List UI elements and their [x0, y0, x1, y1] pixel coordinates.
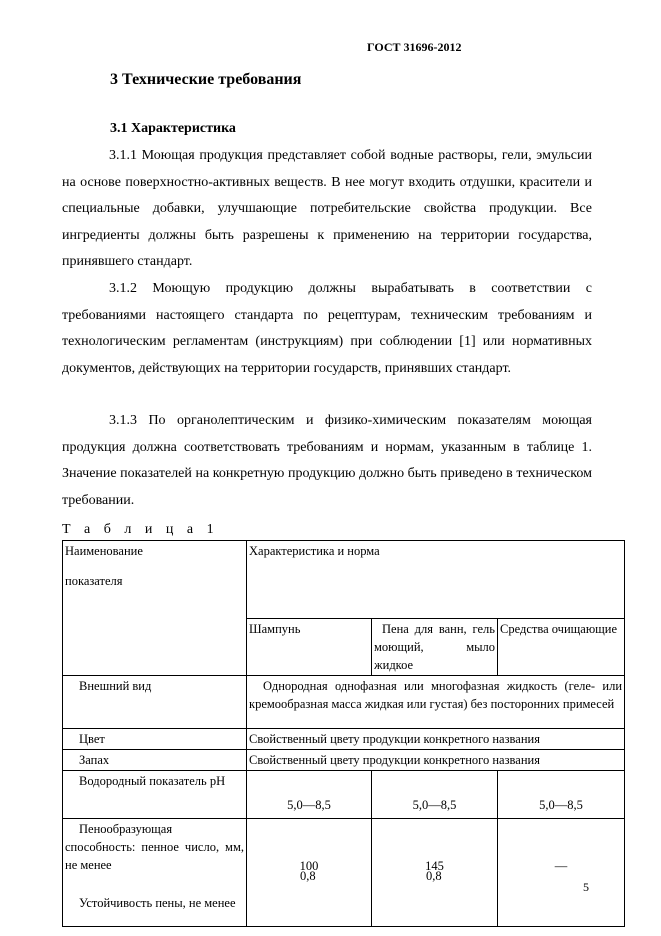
- document-header: ГОСТ 31696-2012: [367, 40, 462, 54]
- row-color-value: Свойственный цвету продукции конкретного названия: [247, 729, 625, 750]
- row-foaming-cleaners: —: [554, 859, 568, 873]
- row-ph-shampoo: 5,0—8,5: [247, 771, 372, 819]
- paragraph-3-1-2: 3.1.2 Моющую продукцию должны вырабатывать в соответствии с требованиями настоящего стандарта по рецептурам, техническим требованиям и технологическим регламентам (инструкциям) при соблюдении [1] или нормативных документов, действующих на территории государств, принявших стандарт.: [62, 281, 592, 376]
- section-title: 3 Технические требования: [110, 71, 302, 88]
- row-ph-foam: 5,0—8,5: [372, 771, 498, 819]
- row-foaming-shampoo: 100: [299, 859, 319, 873]
- header-bath-foam: Пена для ванн, гель моющий, мыло жидкое: [372, 619, 498, 676]
- table-header-row: [63, 541, 625, 619]
- page-number: 5: [583, 880, 589, 894]
- paragraph-3-1-1: 3.1.1 Моющая продукция представляет собой водные растворы, гели, эмульсии на основе поверхностно-активных веществ. В нее могут входить отдушки, красители и специальные добавки, улучшающие потребительские свойства продукции. Все ингредиенты должны быть разрешены к применению на территории государства, принявшего стандарт.: [62, 148, 592, 269]
- header-shampoo: Шампунь: [247, 619, 372, 676]
- table-row: [63, 729, 625, 750]
- row-color-name: Цвет: [63, 729, 247, 750]
- table-row: [63, 676, 625, 729]
- table-caption: Т а б л и ц а 1: [62, 522, 219, 537]
- requirements-table: [62, 540, 625, 927]
- header-characteristic-group: Характеристика и норма: [247, 541, 625, 619]
- row-stability-foam: 0,8: [426, 869, 442, 883]
- paragraph-3-1-3: 3.1.3 По органолептическим и физико-химическим показателям моющая продукция должна соответствовать требованиям и нормам, указанным в таблице 1. Значение показателей на конкретную продукцию должно быть приведено в техническом требовании.: [62, 413, 592, 508]
- row-ph-cleaners: 5,0—8,5: [498, 771, 625, 819]
- header-indicator-name: Наименование показателя: [63, 541, 247, 676]
- table-row: [63, 819, 625, 927]
- row-stability-shampoo: 0,8: [300, 869, 316, 883]
- row-foaming-name: Пенообразующая способность: пенное число, мм, не менее: [65, 822, 244, 872]
- row-ph-name: Водородный показатель pH: [63, 771, 247, 819]
- row-foaming-foam: 145: [425, 859, 444, 873]
- row-appearance-value: Однородная однофазная или многофазная жидкость (геле- или кремообразная масса жидкая или густая) без посторонних примесей: [247, 676, 625, 729]
- row-stability-name: Устойчивость пены, не менее: [79, 896, 236, 910]
- table-row: [63, 750, 625, 771]
- row-smell-name: Запах: [63, 750, 247, 771]
- subsection-title: 3.1 Характеристика: [110, 121, 236, 136]
- row-appearance-name: Внешний вид: [63, 676, 247, 729]
- row-smell-value: Свойственный цвету продукции конкретного названия: [247, 750, 625, 771]
- table-row: [63, 771, 625, 819]
- header-cleaners: Средства очищающие: [498, 619, 625, 676]
